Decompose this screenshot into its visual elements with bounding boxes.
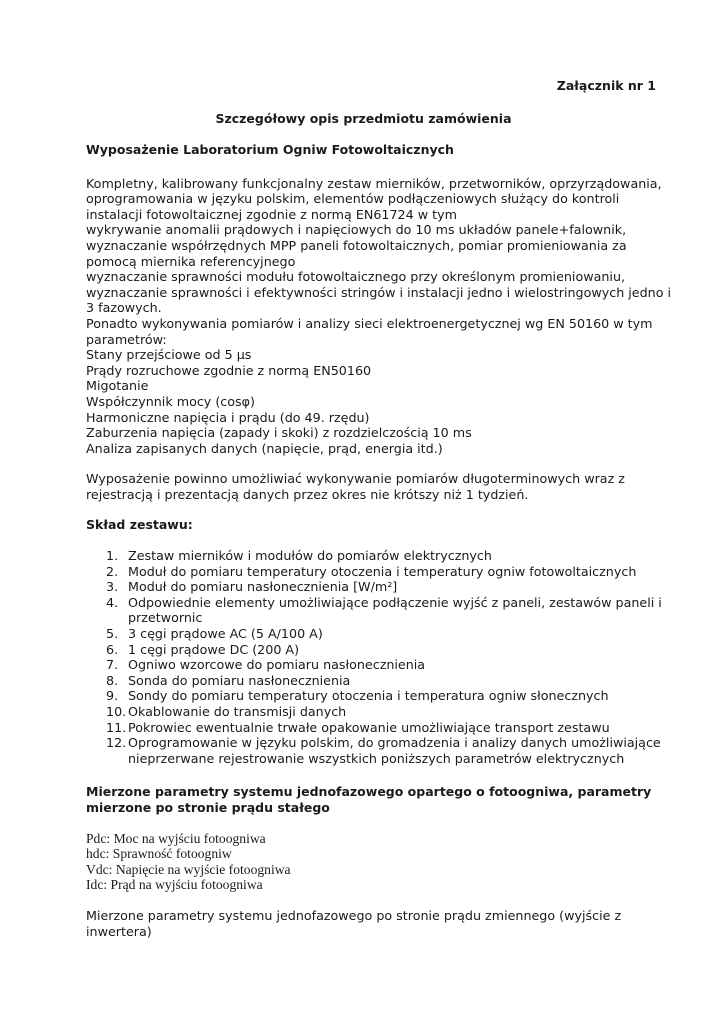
equipment-line: Ponadto wykonywania pomiarów i analizy sieci elektroenergetycznej wg EN 50160 w tym <box>86 315 653 331</box>
parameter-line: Pdc: Moc na wyjściu fotoogniwa <box>86 830 266 846</box>
equipment-line: instalacji fotowoltaicznej zgodnie z normą EN61724 w tym <box>86 206 457 222</box>
equipment-line: Prądy rozruchowe zgodnie z normą EN50160 <box>86 362 372 378</box>
equipment-line: Zaburzenia napięcia (zapady i skoki) z rozdzielczością 10 ms <box>86 425 472 441</box>
parameter-line: hdc: Sprawność fotoogniw <box>86 846 232 862</box>
equipment-line: Analiza zapisanych danych (napięcie, prąd, energia itd.) <box>86 440 443 456</box>
requirement-line: Wyposażenie powinno umożliwiać wykonywanie pomiarów długoterminowych wraz z <box>86 471 625 487</box>
equipment-line: Kompletny, kalibrowany funkcjonalny zestaw mierników, przetworników, oprzyrządowania, <box>86 175 662 191</box>
equipment-line: wyznaczanie sprawności i efektywności stringów i instalacji jedno i wielostringowych jedno i <box>86 284 672 300</box>
list-item: 9. Sondy do pomiaru temperatury otoczenia i temperatura ogniw słonecznych <box>106 688 609 704</box>
equipment-line: Migotanie <box>86 378 149 394</box>
set-heading: Skład zestawu: <box>86 517 193 533</box>
parameter-line: Idc: Prąd na wyjściu fotoogniwa <box>86 877 263 893</box>
equipment-description <box>86 175 672 457</box>
list-item: 4. Odpowiednie elementy umożliwiające podłączenie wyjść z paneli, zestawów paneli i przetwornic <box>106 594 662 626</box>
list-item: 3. Moduł do pomiaru nasłonecznienia [W/m²] <box>106 579 398 595</box>
list-item: 6. 1 cęgi prądowe DC (200 A) <box>106 641 300 657</box>
equipment-line: wykrywanie anomalii prądowych i napięciowych do 10 ms układów panele+falownik, <box>86 222 627 238</box>
equipment-line: wyznaczanie współrzędnych MPP paneli fotowoltaicznych, pomiar promieniowania za <box>86 237 627 253</box>
equipment-line: pomocą miernika referencyjnego <box>86 253 296 269</box>
list-item: 2. Moduł do pomiaru temperatury otoczenia i temperatury ogniw fotowoltaicznych <box>106 563 637 579</box>
equipment-line: wyznaczanie sprawności modułu fotowoltaicznego przy określonym promieniowaniu, <box>86 269 626 285</box>
equipment-line: oprogramowania w języku polskim, elementów podłączeniowych służący do kontroli <box>86 191 620 207</box>
list-item: 10. Okablowanie do transmisji danych <box>106 704 347 719</box>
document-body <box>86 142 672 939</box>
attachment-label: Załącznik nr 1 <box>556 78 656 93</box>
list-item: 7. Ogniwo wzorcowe do pomiaru nasłonecznienia <box>106 657 426 673</box>
requirement-line: rejestracją i prezentacją danych przez okres nie krótszy niż 1 tydzień. <box>86 486 529 502</box>
equipment-line: 3 fazowych. <box>86 300 162 316</box>
equipment-heading: Wyposażenie Laboratorium Ogniw Fotowoltaicznych <box>86 142 454 157</box>
dc-parameters-heading: Mierzone parametry systemu jednofazowego opartego o fotoogniwa, parametry mierzone po stronie prądu stałego <box>86 784 652 815</box>
equipment-line: Harmoniczne napięcia i prądu (do 49. rzędu) <box>86 409 370 425</box>
list-item: 11. Pokrowiec ewentualnie trwałe opakowanie umożliwiające transport zestawu <box>106 719 610 735</box>
parameter-line: Vdc: Napięcie na wyjście fotoogniwa <box>86 861 291 877</box>
ac-parameters-paragraph: Mierzone parametry systemu jednofazowego po stronie prądu zmiennego (wyjście z inwertera) <box>86 907 622 939</box>
equipment-line: parametrów: <box>86 331 167 347</box>
components-list <box>86 548 666 766</box>
requirement-paragraph <box>86 471 666 502</box>
list-item: 5. 3 cęgi prądowe AC (5 A/100 A) <box>106 626 323 642</box>
document-title: Szczegółowy opis przedmiotu zamówienia <box>215 111 512 126</box>
equipment-line: Współczynnik mocy (cosφ) <box>86 393 255 409</box>
list-item: 1. Zestaw mierników i modułów do pomiarów elektrycznych <box>106 548 492 564</box>
dc-parameters-list <box>86 831 666 893</box>
list-item: 12. Oprogramowanie w języku polskim, do gromadzenia i analizy danych umożliwiające nieprzerwane rejestrowanie wszystkich poniższych parametrów elektrycznych <box>106 735 661 766</box>
equipment-line: Stany przejściowe od 5 μs <box>86 347 252 363</box>
list-item: 8. Sonda do pomiaru nasłonecznienia <box>106 672 351 688</box>
